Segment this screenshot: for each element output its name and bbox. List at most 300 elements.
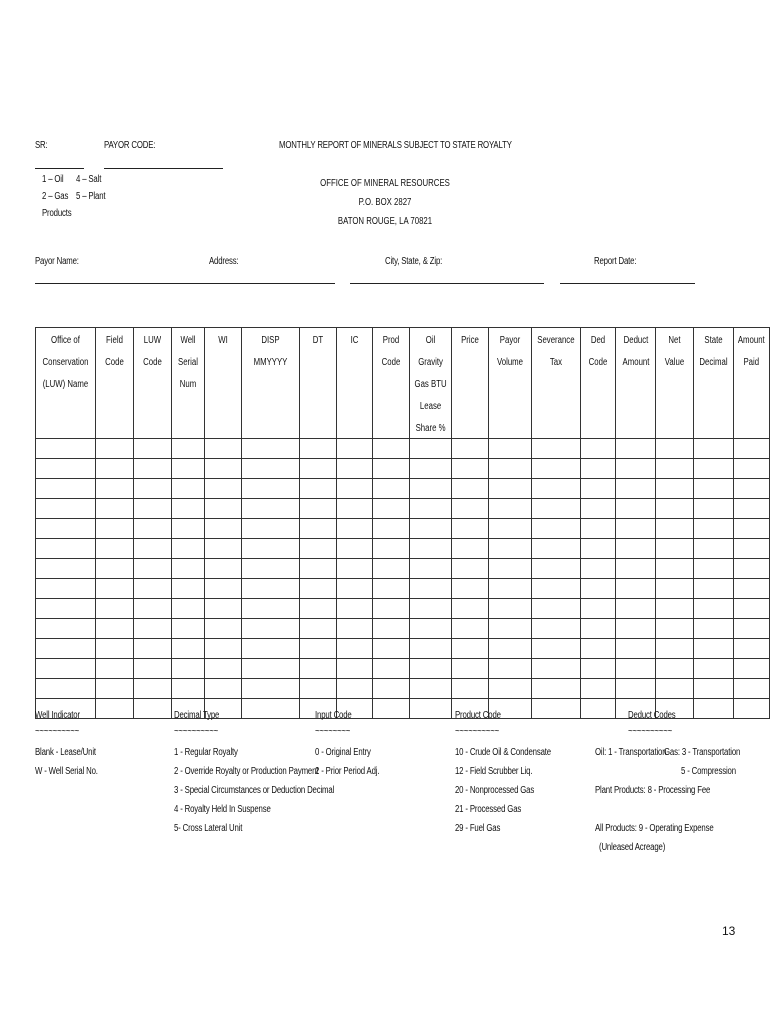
code-salt: 4 – Salt [76, 174, 102, 185]
table-cell[interactable] [299, 439, 336, 459]
table-cell[interactable] [241, 539, 299, 559]
table-cell[interactable] [409, 699, 451, 719]
table-cell[interactable] [734, 479, 770, 499]
table-cell[interactable] [36, 519, 96, 539]
table-cell[interactable] [580, 539, 615, 559]
table-cell[interactable] [451, 599, 488, 619]
table-cell[interactable] [734, 619, 770, 639]
table-cell[interactable] [372, 439, 409, 459]
table-cell[interactable] [580, 579, 615, 599]
table-cell[interactable] [694, 439, 734, 459]
column-header-line: IC [350, 335, 359, 346]
table-cell[interactable] [241, 699, 299, 719]
column-header [580, 328, 615, 439]
table-cell[interactable] [451, 499, 488, 519]
table-cell[interactable] [336, 459, 372, 479]
table-cell[interactable] [488, 439, 531, 459]
table-cell[interactable] [133, 679, 171, 699]
column-header-line: Deduct [623, 335, 648, 346]
table-cell[interactable] [488, 579, 531, 599]
product-code-item: 21 - Processed Gas [455, 804, 522, 815]
table-cell[interactable] [656, 519, 694, 539]
table-cell[interactable] [531, 539, 580, 559]
table-cell[interactable] [372, 459, 409, 479]
table-cell[interactable] [615, 639, 656, 659]
table-cell[interactable] [241, 499, 299, 519]
table-cell[interactable] [171, 619, 204, 639]
table-cell[interactable] [656, 479, 694, 499]
table-cell[interactable] [488, 479, 531, 499]
table-cell[interactable] [204, 639, 241, 659]
table-cell[interactable] [36, 639, 96, 659]
table-cell[interactable] [171, 599, 204, 619]
table-cell[interactable] [409, 479, 451, 499]
table-cell[interactable] [133, 439, 171, 459]
table-cell[interactable] [299, 679, 336, 699]
table-cell[interactable] [734, 559, 770, 579]
table-cell[interactable] [656, 579, 694, 599]
table-cell[interactable] [615, 519, 656, 539]
table-cell[interactable] [36, 599, 96, 619]
table-cell[interactable] [451, 639, 488, 659]
code-oil: 1 – Oil [42, 174, 64, 185]
table-cell[interactable] [95, 539, 133, 559]
table-cell[interactable] [615, 679, 656, 699]
table-row [36, 519, 770, 539]
table-cell[interactable] [409, 579, 451, 599]
column-header-line: Value [665, 357, 685, 368]
table-cell[interactable] [409, 459, 451, 479]
column-header-line: Field [105, 335, 123, 346]
table-cell[interactable] [36, 579, 96, 599]
table-cell[interactable] [451, 559, 488, 579]
city-state-zip-line[interactable] [350, 283, 544, 284]
table-cell[interactable] [204, 479, 241, 499]
table-cell[interactable] [133, 699, 171, 719]
table-cell[interactable] [656, 639, 694, 659]
column-header-line: State [704, 335, 724, 346]
table-cell[interactable] [409, 519, 451, 539]
table-cell[interactable] [656, 659, 694, 679]
table-cell[interactable] [336, 559, 372, 579]
table-cell[interactable] [299, 499, 336, 519]
table-cell[interactable] [656, 439, 694, 459]
column-header-line: Paid [743, 357, 760, 368]
table-cell[interactable] [409, 599, 451, 619]
table-cell[interactable] [171, 679, 204, 699]
table-cell[interactable] [336, 599, 372, 619]
table-cell[interactable] [580, 639, 615, 659]
table-cell[interactable] [615, 439, 656, 459]
table-cell[interactable] [656, 679, 694, 699]
table-cell[interactable] [95, 459, 133, 479]
product-code-title: Product Code [455, 710, 501, 721]
table-cell[interactable] [95, 439, 133, 459]
table-cell[interactable] [36, 559, 96, 579]
table-cell[interactable] [531, 639, 580, 659]
table-cell[interactable] [133, 599, 171, 619]
column-header-line: Code [105, 357, 124, 368]
table-cell[interactable] [615, 599, 656, 619]
table-cell[interactable] [336, 519, 372, 539]
table-cell[interactable] [531, 699, 580, 719]
table-cell[interactable] [204, 519, 241, 539]
table-cell[interactable] [299, 519, 336, 539]
table-cell[interactable] [36, 479, 96, 499]
table-cell[interactable] [488, 559, 531, 579]
table-cell[interactable] [204, 619, 241, 639]
table-cell[interactable] [336, 619, 372, 639]
table-cell[interactable] [694, 619, 734, 639]
table-cell[interactable] [95, 499, 133, 519]
table-row [36, 619, 770, 639]
table-cell[interactable] [694, 599, 734, 619]
table-cell[interactable] [336, 579, 372, 599]
table-cell[interactable] [451, 659, 488, 679]
table-cell[interactable] [531, 499, 580, 519]
table-cell[interactable] [409, 439, 451, 459]
table-cell[interactable] [171, 659, 204, 679]
table-cell[interactable] [372, 579, 409, 599]
table-cell[interactable] [133, 499, 171, 519]
table-cell[interactable] [372, 679, 409, 699]
table-cell[interactable] [204, 499, 241, 519]
table-cell[interactable] [580, 479, 615, 499]
table-cell[interactable] [372, 539, 409, 559]
table-cell[interactable] [694, 639, 734, 659]
table-cell[interactable] [409, 679, 451, 699]
table-cell[interactable] [409, 499, 451, 519]
table-cell[interactable] [531, 559, 580, 579]
table-cell[interactable] [531, 659, 580, 679]
table-cell[interactable] [488, 499, 531, 519]
table-cell[interactable] [171, 639, 204, 659]
table-cell[interactable] [36, 679, 96, 699]
table-cell[interactable] [615, 559, 656, 579]
table-cell[interactable] [95, 579, 133, 599]
table-cell[interactable] [241, 479, 299, 499]
table-cell[interactable] [299, 459, 336, 479]
table-cell[interactable] [694, 679, 734, 699]
column-header-line: Net [668, 335, 682, 346]
table-cell[interactable] [299, 559, 336, 579]
table-cell[interactable] [204, 539, 241, 559]
table-cell[interactable] [372, 619, 409, 639]
decimal-type-item: 3 - Special Circumstances or Deduction Decimal [174, 785, 335, 796]
table-cell[interactable] [241, 579, 299, 599]
table-cell[interactable] [171, 439, 204, 459]
table-cell[interactable] [615, 659, 656, 679]
column-header [615, 328, 656, 439]
table-cell[interactable] [409, 659, 451, 679]
table-cell[interactable] [451, 459, 488, 479]
column-header [204, 328, 241, 439]
table-cell[interactable] [580, 499, 615, 519]
table-cell[interactable] [36, 619, 96, 639]
table-cell[interactable] [171, 519, 204, 539]
address-label: Address: [209, 256, 239, 267]
table-cell[interactable] [133, 579, 171, 599]
table-cell[interactable] [372, 479, 409, 499]
table-row [36, 599, 770, 619]
table-cell[interactable] [580, 559, 615, 579]
table-cell[interactable] [95, 659, 133, 679]
table-cell[interactable] [580, 439, 615, 459]
table-cell[interactable] [409, 619, 451, 639]
table-cell[interactable] [531, 599, 580, 619]
column-header [133, 328, 171, 439]
payor-name-address-line[interactable] [35, 283, 335, 284]
table-cell[interactable] [204, 679, 241, 699]
table-cell[interactable] [734, 639, 770, 659]
table-cell[interactable] [299, 539, 336, 559]
table-cell[interactable] [451, 519, 488, 539]
table-cell[interactable] [488, 659, 531, 679]
table-cell[interactable] [580, 679, 615, 699]
table-cell[interactable] [95, 479, 133, 499]
table-cell[interactable] [531, 679, 580, 699]
table-cell[interactable] [531, 479, 580, 499]
table-cell[interactable] [615, 459, 656, 479]
table-cell[interactable] [694, 459, 734, 479]
table-cell[interactable] [409, 639, 451, 659]
table-cell[interactable] [734, 499, 770, 519]
table-cell[interactable] [615, 579, 656, 599]
table-cell[interactable] [241, 679, 299, 699]
table-cell[interactable] [95, 639, 133, 659]
sr-line[interactable] [35, 168, 84, 169]
table-cell[interactable] [171, 499, 204, 519]
table-cell[interactable] [204, 439, 241, 459]
input-code-title: Input Code [315, 710, 352, 721]
product-code-item: 29 - Fuel Gas [455, 823, 501, 834]
column-header-line: Payor [499, 335, 520, 346]
table-cell[interactable] [95, 619, 133, 639]
decimal-type-title: Decimal Type [174, 710, 220, 721]
table-cell[interactable] [95, 599, 133, 619]
table-cell[interactable] [488, 539, 531, 559]
table-row [36, 499, 770, 519]
payor-code-line[interactable] [104, 168, 223, 169]
table-cell[interactable] [36, 539, 96, 559]
table-cell[interactable] [656, 539, 694, 559]
table-cell[interactable] [241, 439, 299, 459]
table-cell[interactable] [694, 519, 734, 539]
table-row [36, 539, 770, 559]
table-cell[interactable] [299, 659, 336, 679]
table-cell[interactable] [133, 539, 171, 559]
well-indicator-item: Blank - Lease/Unit [35, 747, 96, 758]
table-cell[interactable] [299, 619, 336, 639]
table-cell[interactable] [336, 659, 372, 679]
table-cell[interactable] [694, 479, 734, 499]
table-cell[interactable] [133, 559, 171, 579]
table-cell[interactable] [133, 479, 171, 499]
table-cell[interactable] [171, 579, 204, 599]
input-code-item: 2 - Prior Period Adj. [315, 766, 380, 777]
table-cell[interactable] [204, 579, 241, 599]
sr-label: SR: [35, 140, 48, 151]
table-cell[interactable] [36, 499, 96, 519]
well-indicator-underline: ~~~~~~~~~~ [35, 726, 79, 737]
table-cell[interactable] [451, 619, 488, 639]
table-cell[interactable] [451, 439, 488, 459]
table-cell[interactable] [336, 439, 372, 459]
table-cell[interactable] [488, 599, 531, 619]
table-cell[interactable] [204, 599, 241, 619]
table-cell[interactable] [694, 579, 734, 599]
table-cell[interactable] [241, 519, 299, 539]
table-cell[interactable] [241, 459, 299, 479]
table-cell[interactable] [734, 659, 770, 679]
input-code-item: 0 - Original Entry [315, 747, 371, 758]
table-cell[interactable] [372, 659, 409, 679]
product-code-item: 10 - Crude Oil & Condensate [455, 747, 551, 758]
table-cell[interactable] [336, 539, 372, 559]
table-cell[interactable] [372, 559, 409, 579]
table-cell[interactable] [171, 459, 204, 479]
table-cell[interactable] [336, 479, 372, 499]
table-cell[interactable] [488, 459, 531, 479]
table-cell[interactable] [95, 559, 133, 579]
deduct-unleased: (Unleased Acreage) [599, 842, 666, 853]
code-plant: 5 – Plant [76, 191, 106, 202]
table-cell[interactable] [133, 459, 171, 479]
table-cell[interactable] [694, 539, 734, 559]
table-cell[interactable] [580, 659, 615, 679]
column-header-line: MMYYYY [253, 357, 288, 368]
table-cell[interactable] [372, 499, 409, 519]
table-cell[interactable] [241, 559, 299, 579]
city-state-zip-label: City, State, & Zip: [385, 256, 443, 267]
table-cell[interactable] [95, 699, 133, 719]
table-cell[interactable] [133, 619, 171, 639]
payor-name-label: Payor Name: [35, 256, 79, 267]
table-cell[interactable] [734, 439, 770, 459]
table-cell[interactable] [531, 519, 580, 539]
table-cell[interactable] [615, 499, 656, 519]
table-cell[interactable] [615, 539, 656, 559]
table-cell[interactable] [656, 619, 694, 639]
table-cell[interactable] [36, 439, 96, 459]
table-cell[interactable] [734, 679, 770, 699]
column-header [734, 328, 770, 439]
table-cell[interactable] [372, 599, 409, 619]
table-cell[interactable] [694, 559, 734, 579]
table-cell[interactable] [451, 679, 488, 699]
table-cell[interactable] [171, 479, 204, 499]
table-cell[interactable] [336, 639, 372, 659]
table-cell[interactable] [299, 599, 336, 619]
table-cell[interactable] [451, 579, 488, 599]
column-header [336, 328, 372, 439]
table-cell[interactable] [531, 459, 580, 479]
table-row [36, 679, 770, 699]
page-number: 13 [722, 924, 736, 938]
table-row [36, 559, 770, 579]
table-cell[interactable] [734, 459, 770, 479]
report-date-line[interactable] [560, 283, 695, 284]
table-cell[interactable] [580, 459, 615, 479]
column-header-line: Prod [382, 335, 399, 346]
table-cell[interactable] [36, 459, 96, 479]
table-cell[interactable] [488, 619, 531, 639]
table-cell[interactable] [241, 599, 299, 619]
table-cell[interactable] [241, 639, 299, 659]
table-cell[interactable] [409, 539, 451, 559]
column-header-line: Gas BTU [414, 379, 447, 390]
table-cell[interactable] [580, 599, 615, 619]
table-cell[interactable] [580, 619, 615, 639]
table-cell[interactable] [36, 659, 96, 679]
table-cell[interactable] [734, 599, 770, 619]
table-cell[interactable] [204, 459, 241, 479]
table-cell[interactable] [171, 539, 204, 559]
table-cell[interactable] [656, 459, 694, 479]
table-cell[interactable] [299, 639, 336, 659]
table-cell[interactable] [734, 519, 770, 539]
table-cell[interactable] [694, 499, 734, 519]
table-cell[interactable] [580, 519, 615, 539]
table-cell[interactable] [204, 659, 241, 679]
table-cell[interactable] [694, 659, 734, 679]
table-cell[interactable] [451, 479, 488, 499]
table-cell[interactable] [336, 679, 372, 699]
table-cell[interactable] [372, 639, 409, 659]
table-cell[interactable] [734, 539, 770, 559]
table-cell[interactable] [488, 639, 531, 659]
deduct-compression: 5 - Compression [681, 766, 736, 777]
table-cell[interactable] [531, 619, 580, 639]
table-cell[interactable] [299, 479, 336, 499]
table-cell[interactable] [615, 479, 656, 499]
column-header-line: DT [312, 335, 323, 346]
column-header-line: Conservation [42, 357, 89, 368]
column-header-line: Office of [51, 335, 80, 346]
table-cell[interactable] [531, 579, 580, 599]
table-cell[interactable] [133, 659, 171, 679]
table-cell[interactable] [299, 579, 336, 599]
table-cell[interactable] [531, 439, 580, 459]
table-cell[interactable] [694, 699, 734, 719]
table-cell[interactable] [580, 699, 615, 719]
table-cell[interactable] [409, 559, 451, 579]
table-cell[interactable] [734, 699, 770, 719]
table-cell[interactable] [241, 619, 299, 639]
table-cell[interactable] [615, 619, 656, 639]
table-cell[interactable] [204, 559, 241, 579]
table-cell[interactable] [95, 519, 133, 539]
column-header [694, 328, 734, 439]
table-cell[interactable] [241, 659, 299, 679]
table-cell[interactable] [656, 559, 694, 579]
table-cell[interactable] [372, 699, 409, 719]
column-header-line: Share % [415, 423, 446, 434]
table-cell[interactable] [372, 519, 409, 539]
table-cell[interactable] [133, 639, 171, 659]
product-code-item: 12 - Field Scrubber Liq. [455, 766, 533, 777]
table-cell[interactable] [171, 559, 204, 579]
table-cell[interactable] [656, 599, 694, 619]
table-cell[interactable] [656, 499, 694, 519]
table-cell[interactable] [451, 539, 488, 559]
table-cell[interactable] [488, 679, 531, 699]
table-cell[interactable] [336, 499, 372, 519]
table-cell[interactable] [488, 519, 531, 539]
table-cell[interactable] [734, 579, 770, 599]
table-cell[interactable] [133, 519, 171, 539]
table-cell[interactable] [95, 679, 133, 699]
